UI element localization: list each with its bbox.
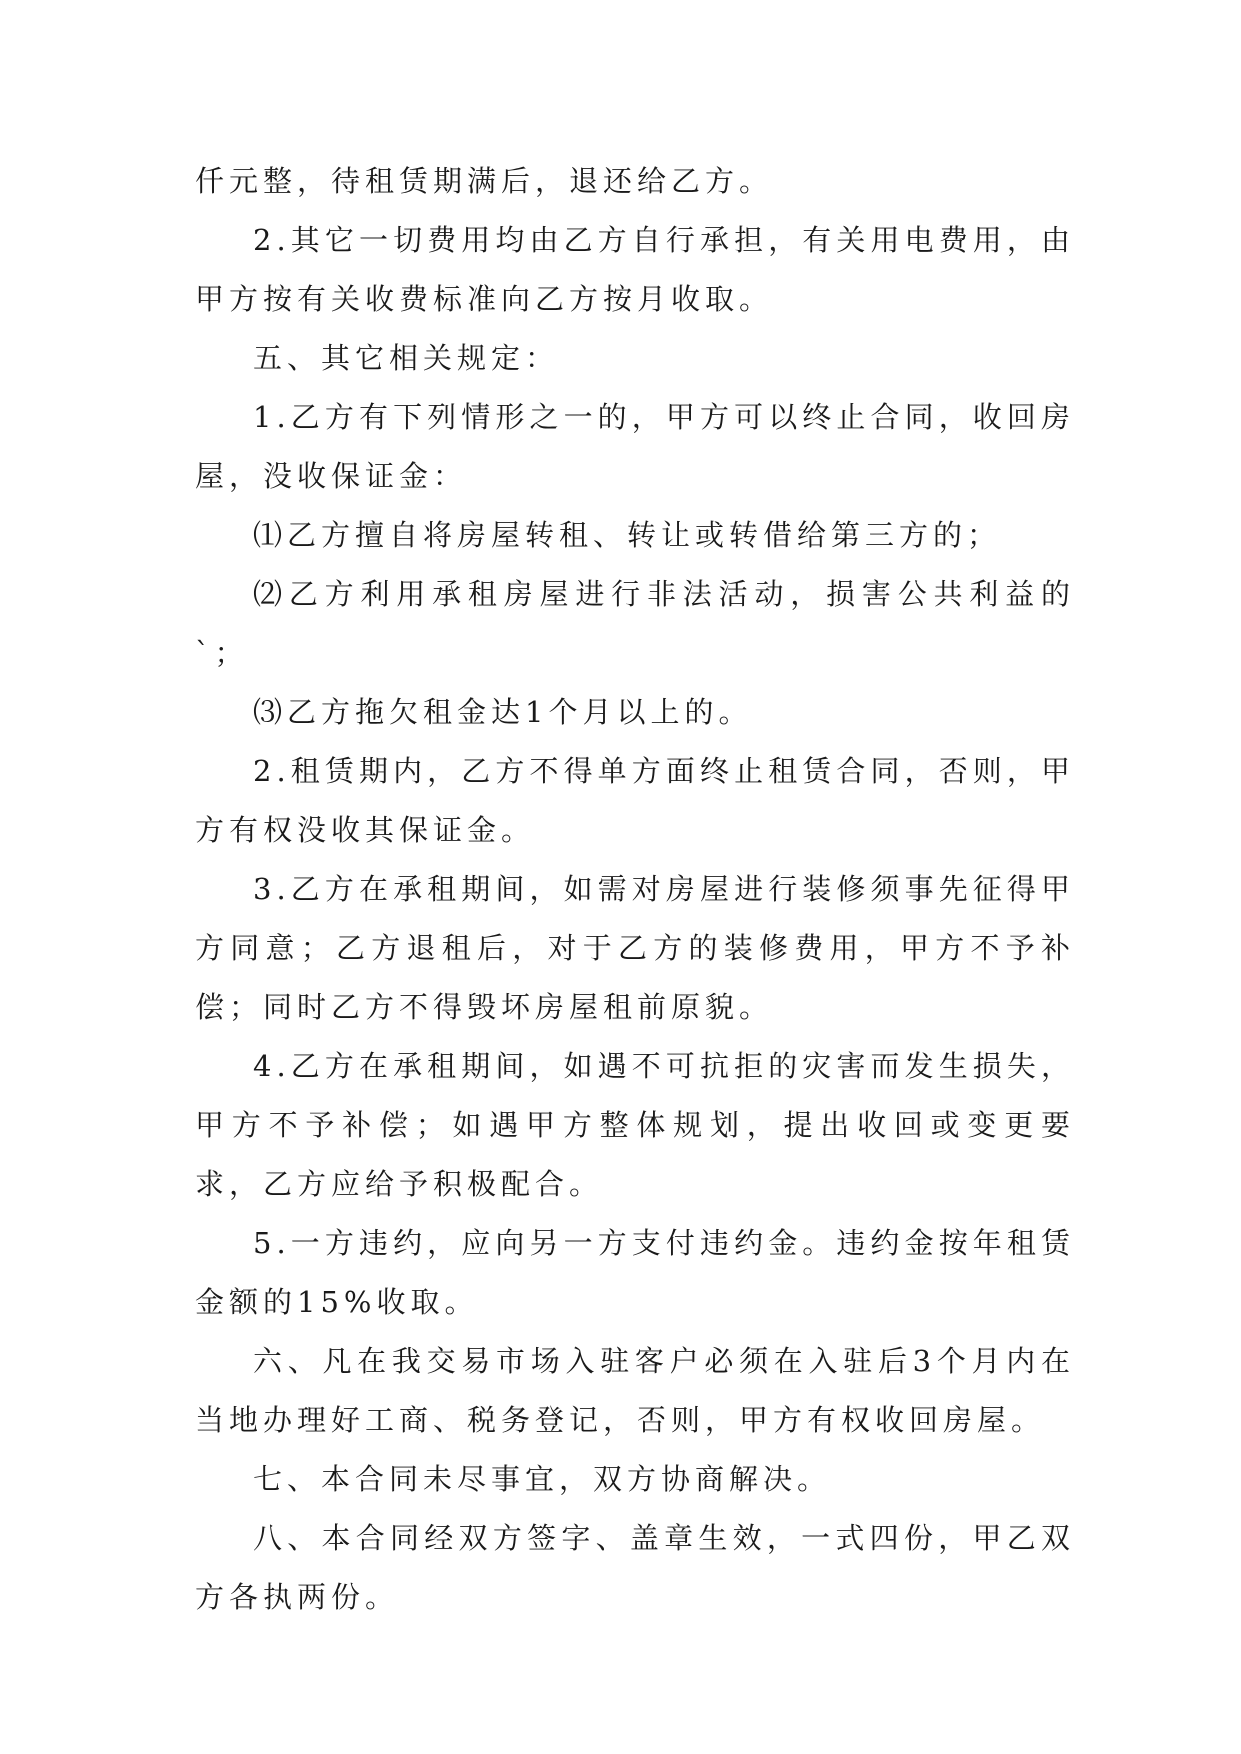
contract-body bbox=[195, 152, 1075, 1627]
section-unresolved-matters: 七、本合同未尽事宜，双方协商解决。 bbox=[253, 1462, 832, 1496]
paragraph-clause-unilateral-termination: 2.租赁期内，乙方不得单方面终止租赁合同，否则，甲方有权没收其保证金。 bbox=[195, 754, 1075, 847]
paragraph-clause-termination: 1.乙方有下列情形之一的，甲方可以终止合同，收回房屋，没收保证金： bbox=[195, 400, 1075, 493]
paragraph-clause-force-majeure: 4.乙方在承租期间，如遇不可抗拒的灾害而发生损失，甲方不予补偿；如遇甲方整体规划，提出收回或变更要求，乙方应给予积极配合。 bbox=[195, 1049, 1075, 1201]
section-heading-other-rules: 五、其它相关规定： bbox=[253, 341, 560, 375]
paragraph-deposit-return: 仟元整，待租赁期满后，退还给乙方。 bbox=[195, 164, 774, 198]
paragraph-clause-renovation: 3.乙方在承租期间，如需对房屋进行装修须事先征得甲方同意；乙方退租后，对于乙方的装修费用，甲方不予补偿；同时乙方不得毁坏房屋租前原貌。 bbox=[195, 872, 1075, 1024]
section-registration: 六、凡在我交易市场入驻客户必须在入驻后3个月内在当地办理好工商、税务登记，否则，甲方有权收回房屋。 bbox=[195, 1344, 1075, 1437]
list-item-rent-arrears: ⑶乙方拖欠租金达1个月以上的。 bbox=[253, 695, 753, 729]
section-effectiveness: 八、本合同经双方签字、盖章生效，一式四份，甲乙双方各执两份。 bbox=[195, 1521, 1075, 1614]
paragraph-clause-penalty: 5.一方违约，应向另一方支付违约金。违约金按年租赁金额的15%收取。 bbox=[195, 1226, 1075, 1319]
list-item-illegal-activity: ⑵乙方利用承租房屋进行非法活动，损害公共利益的`； bbox=[195, 577, 1075, 670]
paragraph-clause-fees: 2.其它一切费用均由乙方自行承担，有关用电费用，由甲方按有关收费标准向乙方按月收取。 bbox=[195, 223, 1075, 316]
list-item-sublease: ⑴乙方擅自将房屋转租、转让或转借给第三方的； bbox=[253, 518, 1002, 552]
